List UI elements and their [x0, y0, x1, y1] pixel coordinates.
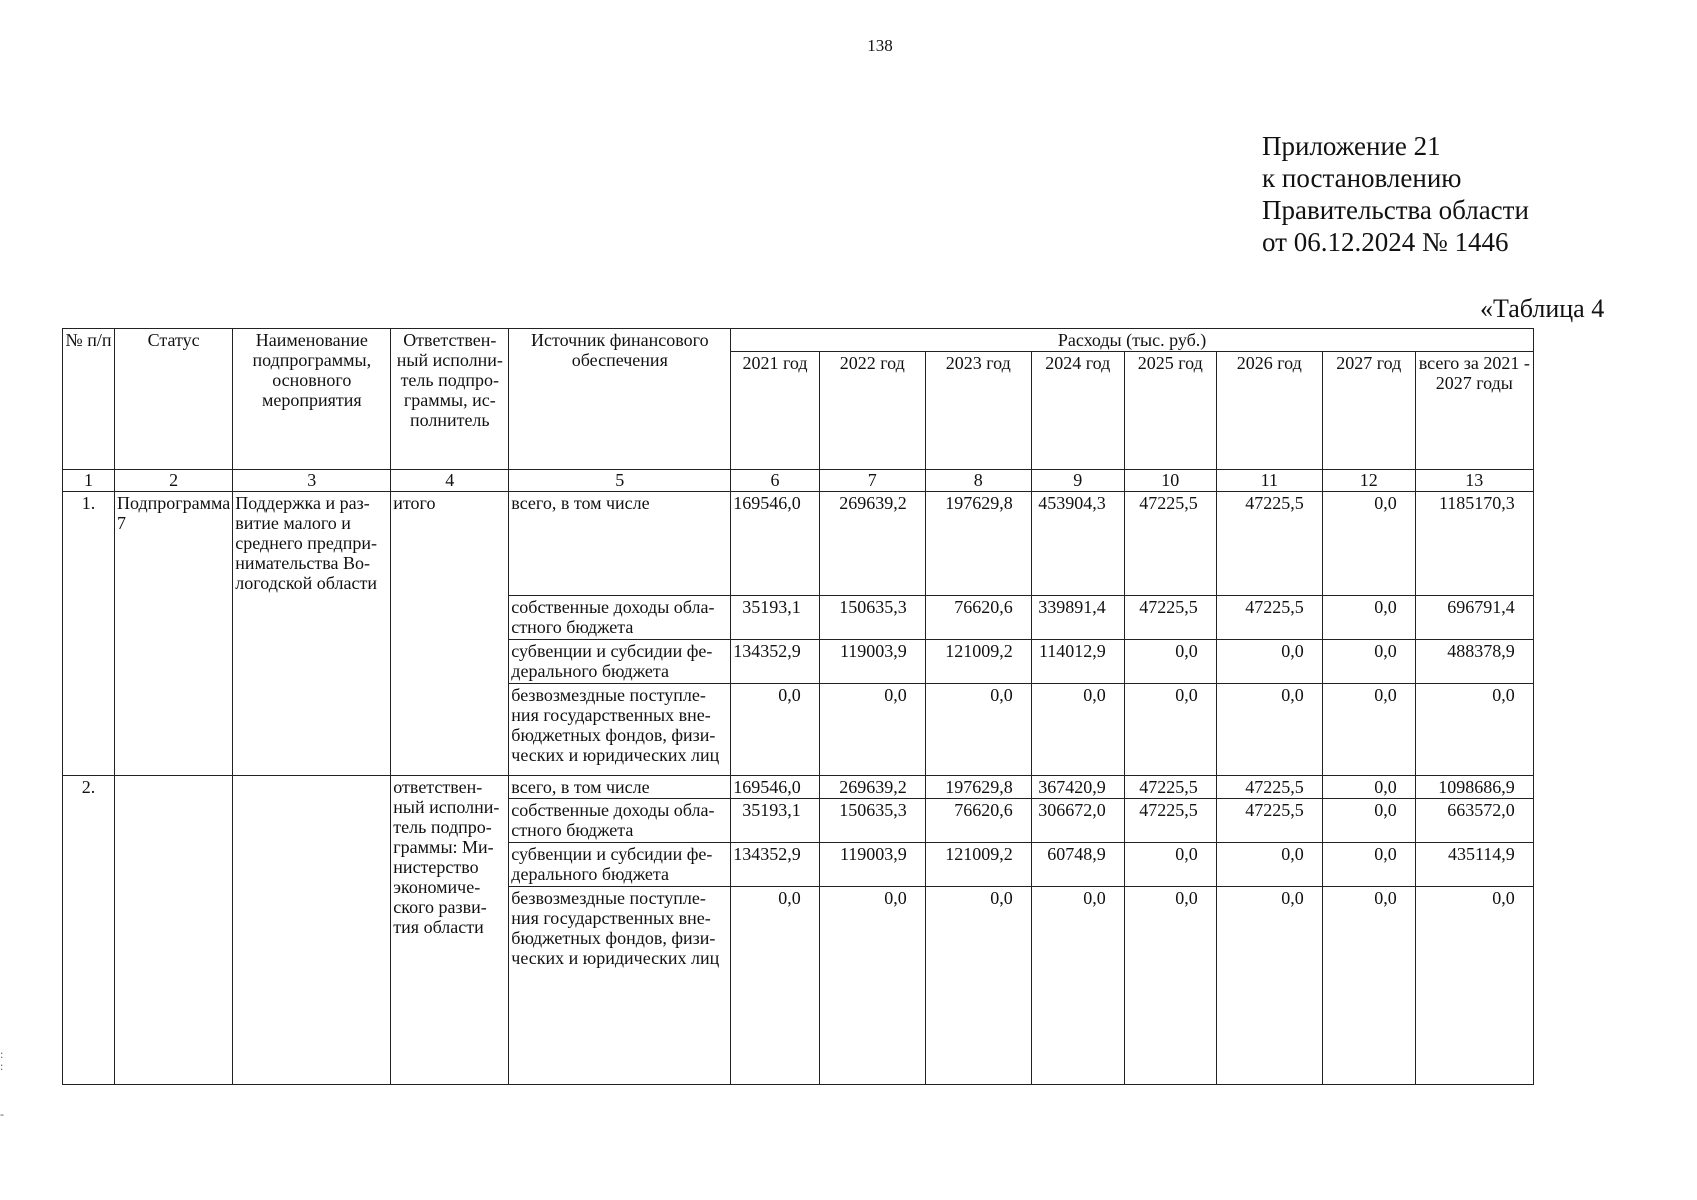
row-value: 47225,5	[1124, 596, 1216, 640]
row-value-total: 0,0	[1415, 887, 1533, 1085]
row-value: 134352,9	[731, 640, 820, 684]
column-number: 5	[509, 470, 731, 492]
row-value-total: 1098686,9	[1415, 776, 1533, 799]
row-value: 339891,4	[1031, 596, 1124, 640]
row-value: 0,0	[819, 887, 925, 1085]
row-value: 0,0	[731, 887, 820, 1085]
row-source: безвозмездные поступле-ния государственных вне-бюджетных фондов, физи-ческих и юридических лиц	[509, 684, 731, 776]
row-source: всего, в том числе	[509, 492, 731, 596]
row-source: субвенции и субсидии фе-дерального бюджета	[509, 843, 731, 887]
row-value: 47225,5	[1216, 799, 1322, 843]
appendix-line: Приложение 21	[1262, 131, 1441, 161]
row-value: 0,0	[819, 684, 925, 776]
header-year: 2026 год	[1216, 352, 1322, 470]
row-value: 0,0	[1216, 843, 1322, 887]
header-executor: Ответствен-ный исполни-тель подпро-граммы, ис-полнитель	[391, 329, 509, 470]
row-value: 47225,5	[1124, 799, 1216, 843]
column-number: 10	[1124, 470, 1216, 492]
appendix-line: Правительства области	[1262, 195, 1529, 225]
header-year: 2027 год	[1322, 352, 1415, 470]
row-value: 35193,1	[731, 799, 820, 843]
table-row	[63, 776, 1534, 799]
row-value: 35193,1	[731, 596, 820, 640]
row-status: Подпрограмма 7	[115, 492, 233, 776]
row-value: 0,0	[925, 684, 1031, 776]
budget-table	[62, 328, 1534, 1085]
row-value: 47225,5	[1124, 492, 1216, 596]
row-value-total: 488378,9	[1415, 640, 1533, 684]
column-number: 8	[925, 470, 1031, 492]
row-value: 47225,5	[1124, 776, 1216, 799]
header-year: 2021 год	[731, 352, 820, 470]
row-value: 114012,9	[1031, 640, 1124, 684]
row-value: 0,0	[1216, 887, 1322, 1085]
header-status: Статус	[115, 329, 233, 470]
row-value: 47225,5	[1216, 492, 1322, 596]
header-year: 2024 год	[1031, 352, 1124, 470]
row-value: 0,0	[1031, 887, 1124, 1085]
row-value: 121009,2	[925, 843, 1031, 887]
row-num: 1.	[63, 492, 115, 776]
header-source: Источник финансового обеспечения	[509, 329, 731, 470]
row-value: 47225,5	[1216, 596, 1322, 640]
appendix-block	[1262, 130, 1529, 258]
row-value: 150635,3	[819, 596, 925, 640]
row-value: 134352,9	[731, 843, 820, 887]
row-value: 0,0	[1322, 596, 1415, 640]
row-value: 119003,9	[819, 843, 925, 887]
row-value: 47225,5	[1216, 776, 1322, 799]
column-number: 3	[233, 470, 391, 492]
row-value: 76620,6	[925, 596, 1031, 640]
row-name	[233, 776, 391, 1085]
header-year: 2023 год	[925, 352, 1031, 470]
row-source: собственные доходы обла-стного бюджета	[509, 596, 731, 640]
row-value: 0,0	[731, 684, 820, 776]
row-value: 0,0	[1124, 887, 1216, 1085]
row-value: 269639,2	[819, 492, 925, 596]
row-value: 169546,0	[731, 776, 820, 799]
row-value: 169546,0	[731, 492, 820, 596]
row-value: 76620,6	[925, 799, 1031, 843]
row-num: 2.	[63, 776, 115, 1085]
row-status	[115, 776, 233, 1085]
row-name: Поддержка и раз-витие малого и среднего предпри-нимательства Во-логодской области	[233, 492, 391, 776]
page-number: 138	[867, 36, 893, 55]
header-year-total: всего за 2021 - 2027 годы	[1415, 352, 1533, 470]
row-value: 121009,2	[925, 640, 1031, 684]
row-value: 306672,0	[1031, 799, 1124, 843]
row-source: субвенции и субсидии фе-дерального бюджета	[509, 640, 731, 684]
row-value: 0,0	[1124, 640, 1216, 684]
row-value: 0,0	[1216, 640, 1322, 684]
row-value: 150635,3	[819, 799, 925, 843]
row-value-total: 435114,9	[1415, 843, 1533, 887]
row-value: 367420,9	[1031, 776, 1124, 799]
column-number: 4	[391, 470, 509, 492]
row-value: 0,0	[1124, 843, 1216, 887]
row-source: всего, в том числе	[509, 776, 731, 799]
row-value: 197629,8	[925, 776, 1031, 799]
row-source: безвозмездные поступле-ния государственных вне-бюджетных фондов, физи-ческих и юридических лиц	[509, 887, 731, 1085]
table-row	[63, 492, 1534, 596]
row-value-total: 663572,0	[1415, 799, 1533, 843]
header-year: 2022 год	[819, 352, 925, 470]
row-value: 0,0	[1322, 684, 1415, 776]
header-num: № п/п	[63, 329, 115, 470]
appendix-line: от 06.12.2024 № 1446	[1262, 227, 1509, 257]
row-value: 0,0	[1322, 799, 1415, 843]
row-value: 0,0	[1322, 776, 1415, 799]
header-name: Наименование подпрограммы, основного мероприятия	[233, 329, 391, 470]
row-value: 0,0	[1322, 887, 1415, 1085]
table-caption: «Таблица 4	[1480, 294, 1605, 323]
column-number: 7	[819, 470, 925, 492]
row-value-total: 0,0	[1415, 684, 1533, 776]
row-value: 197629,8	[925, 492, 1031, 596]
appendix-line: к постановлению	[1262, 163, 1462, 193]
column-number: 13	[1415, 470, 1533, 492]
row-executor: ответствен-ный исполни-тель подпро-граммы: Ми-нистерство экономиче-ского разви-тия области	[391, 776, 509, 1085]
row-value: 0,0	[1031, 684, 1124, 776]
column-number: 1	[63, 470, 115, 492]
row-source: собственные доходы обла-стного бюджета	[509, 799, 731, 843]
column-number: 6	[731, 470, 820, 492]
header-year: 2025 год	[1124, 352, 1216, 470]
row-value: 0,0	[1322, 492, 1415, 596]
row-value: 0,0	[1216, 684, 1322, 776]
row-value: 0,0	[1124, 684, 1216, 776]
margin-mark: : : -	[0, 1047, 4, 1121]
row-value: 0,0	[925, 887, 1031, 1085]
column-number: 2	[115, 470, 233, 492]
column-number: 12	[1322, 470, 1415, 492]
row-value: 269639,2	[819, 776, 925, 799]
header-expenses: Расходы (тыс. руб.)	[731, 329, 1534, 352]
row-value: 453904,3	[1031, 492, 1124, 596]
row-value: 60748,9	[1031, 843, 1124, 887]
row-value-total: 1185170,3	[1415, 492, 1533, 596]
row-value-total: 696791,4	[1415, 596, 1533, 640]
row-executor: итого	[391, 492, 509, 776]
row-value: 0,0	[1322, 640, 1415, 684]
column-number: 9	[1031, 470, 1124, 492]
column-number: 11	[1216, 470, 1322, 492]
row-value: 0,0	[1322, 843, 1415, 887]
row-value: 119003,9	[819, 640, 925, 684]
